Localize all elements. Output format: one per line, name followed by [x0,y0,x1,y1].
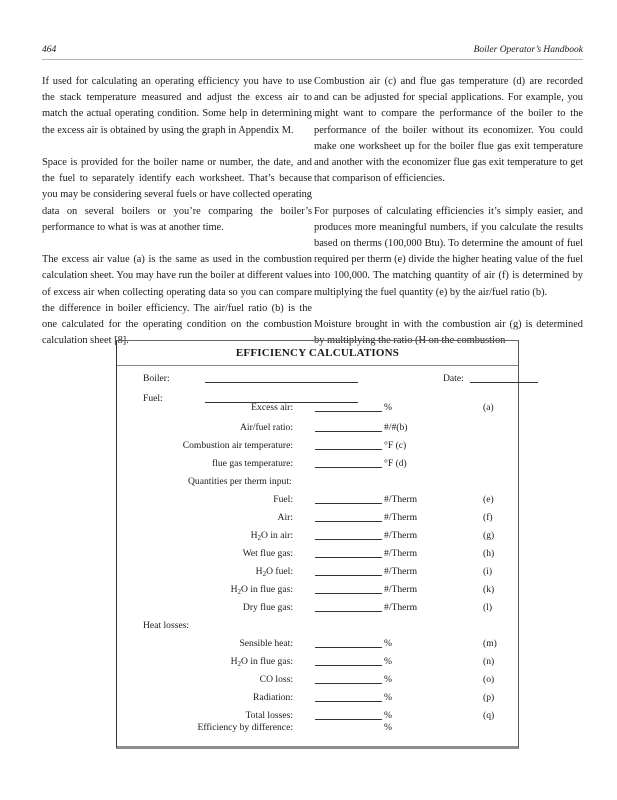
value-field[interactable] [315,521,382,522]
form-row [117,583,518,597]
label-part: H [230,584,238,595]
form-row [117,511,518,525]
value-field[interactable] [315,683,382,684]
unit-label: % [384,638,392,649]
value-field[interactable] [315,449,382,450]
value-field[interactable] [315,503,382,504]
form-row [117,421,518,435]
line-code: (g) [483,530,495,541]
form-row [117,637,518,651]
boiler-label: Boiler: [143,373,170,384]
form-row [117,401,518,415]
row-label [251,529,293,543]
value-field[interactable] [315,719,382,720]
paragraph: For purposes of calculating efficiencies it’s simply easier, and produces more meaningful numbers, if you calculate the results based on therms (100,000 Btu). To determine the amount of fuel required per therm (e) divide the higher heating value of the fuel into 100,000. The matching quantity of air (f) is determined by multiplying the fuel quantity (e) by the air/fuel ratio (b). [314,205,583,298]
label-part: H [250,530,258,541]
paragraph: Moisture brought in with the combustion air (g) is determined by multiplying the ratio (H on the combustion [314,319,583,347]
value-field[interactable] [315,701,382,702]
row-label: Air: [277,512,293,523]
label-part: O in air: [261,530,293,541]
row-label: Dry flue gas: [242,602,293,613]
unit-label: #/Therm [384,548,418,559]
label-subscript: 2 [257,534,262,542]
quantities-heading-row [117,475,518,489]
running-title: Boiler Operator’s Handbook [473,45,583,55]
line-code: (p) [483,692,495,703]
unit-label: % [384,722,392,733]
page-header [42,43,583,60]
unit-label: % [384,692,392,703]
form-row [117,673,518,687]
paragraph: The excess air value (a) is the same as used in the combustion calculation sheet. You may have run the boiler at different values of excess air when collecting operating data so you can compare the difference in boiler efficiency. The air/fuel ratio (b) is the one calculated for the operating condition on the combustion calculation sheet [8]. [42,254,312,347]
line-code: (e) [483,494,494,505]
unit-label: % [384,402,392,413]
unit-label: #/Therm [384,584,418,595]
row-label: Wet flue gas: [242,548,293,559]
value-field[interactable] [315,575,382,576]
form-row [117,439,518,453]
row-label: Air/fuel ratio: [239,422,293,433]
form-row [117,721,518,735]
line-code: (q) [483,710,495,721]
paragraph: If used for calculating an operating efficiency you have to use the stack temperature measured and adjust the excess air to match the actual operating condition. Some help in determining the excess air is obtained by using the graph in Appendix M. [42,76,312,136]
value-field[interactable] [315,557,382,558]
heat-losses-heading-row [117,619,518,633]
paragraph: Combustion air (c) and flue gas temperature (d) are recorded and can be adjusted for special applications. For example, you might want to compare the performance of the boiler to the performance of the boiler without its economizer. You could make one worksheet up for the boiler flue gas exit temperature and another with the economizer flue gas exit temperature to get that comparison of efficiencies. [314,76,583,185]
unit-label: #/Therm [384,602,418,613]
boiler-row [117,372,518,386]
fuel-label: Fuel: [143,393,163,404]
form-row [117,655,518,669]
left-column [42,74,312,366]
label-part: O fuel: [266,566,293,577]
unit-label: #/Therm [384,530,418,541]
row-label: Sensible heat: [239,638,293,649]
value-field[interactable] [315,593,382,594]
heat-losses-heading: Heat losses: [143,620,190,631]
form-row [117,691,518,705]
row-label: flue gas temperature: [212,458,293,469]
right-column [314,74,583,366]
quantities-heading: Quantities per therm input: [188,476,292,487]
form-row [117,547,518,561]
row-label: Excess air: [251,402,293,413]
row-label: CO loss: [259,674,293,685]
value-field[interactable] [315,647,382,648]
date-field[interactable] [470,382,538,383]
label-part: O in flue gas: [241,656,293,667]
unit-label: #/Therm [384,512,418,523]
efficiency-calculations-form [116,340,519,749]
label-subscript: 2 [237,660,242,668]
row-label: Fuel: [273,494,293,505]
label-part: O in flue gas: [241,584,293,595]
label-part: H [255,566,263,577]
line-code: (l) [483,602,493,613]
form-title: EFFICIENCY CALCULATIONS [117,341,518,366]
date-label: Date: [443,373,464,384]
unit-label: % [384,674,392,685]
line-code: (h) [483,548,495,559]
value-field[interactable] [315,539,382,540]
unit-label: #/#(b) [384,422,408,433]
value-field[interactable] [315,431,382,432]
line-code: (m) [483,638,497,649]
line-code: (k) [483,584,495,595]
unit-label: °F (c) [384,440,407,451]
row-label [231,583,293,597]
line-code: (o) [483,674,495,685]
row-label [231,655,293,669]
form-row [117,457,518,471]
line-code: (i) [483,566,493,577]
unit-label: #/Therm [384,494,418,505]
boiler-field[interactable] [205,382,358,383]
line-code: (a) [483,402,494,413]
label-subscript: 2 [237,588,242,596]
paragraph: Space is provided for the boiler name or number, the date, and the fuel to separately identify each worksheet. That’s because you may be considering several fuels or have collected operating data on several boilers or you’re comparing the boiler’s performance to what is was at another time. [42,157,312,233]
value-field[interactable] [315,411,382,412]
row-label: Total losses: [245,710,293,721]
page-number: 464 [42,45,57,55]
form-row [117,493,518,507]
form-row [117,565,518,579]
unit-label: #/Therm [384,566,418,577]
label-part: H [230,656,238,667]
value-field[interactable] [315,665,382,666]
unit-label: °F (d) [384,458,407,469]
value-field[interactable] [315,611,382,612]
row-label [256,565,293,579]
unit-label: % [384,656,392,667]
value-field[interactable] [315,467,382,468]
row-label: Radiation: [253,692,293,703]
line-code: (f) [483,512,493,523]
form-row [117,601,518,615]
label-subscript: 2 [262,570,267,578]
row-label: Efficiency by difference: [197,722,293,733]
row-label: Combustion air temperature: [182,440,293,451]
unit-label: % [384,710,392,721]
line-code: (n) [483,656,495,667]
form-row [117,529,518,543]
